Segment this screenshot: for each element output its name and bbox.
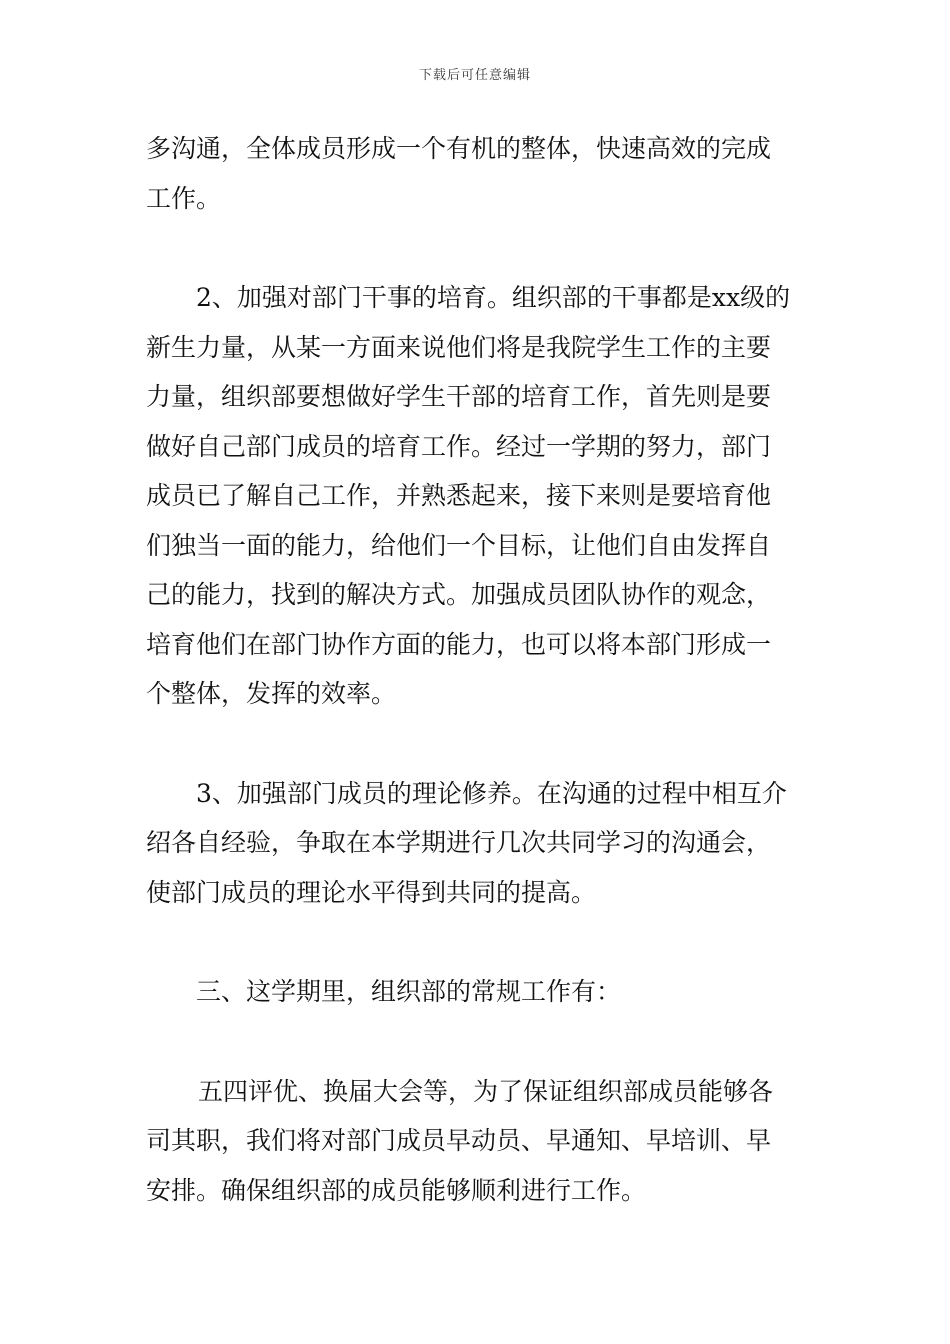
paragraph-5 — [146, 1067, 806, 1216]
text-line: 新生力量，从某一方面来说他们将是我院学生工作的主要 — [146, 332, 772, 362]
text-line: 培育他们在部门协作方面的能力，也可以将本部门形成一 — [146, 629, 772, 659]
text-line: 绍各自经验，争取在本学期进行几次共同学习的沟通会， — [146, 828, 772, 857]
text-line: 司其职，我们将对部门成员早动员、早通知、早培训、早 — [146, 1126, 772, 1155]
text-line: 力量，组织部要想做好学生干部的培育工作，首先则是要 — [146, 382, 772, 411]
paragraph-1 — [146, 124, 806, 223]
text-line: 个整体，发挥的效率。 — [146, 679, 397, 708]
text-line: 2、加强对部门干事的培育。组织部的干事都是xx级的 — [196, 283, 791, 312]
text-line: 成员已了解自己工作，并熟悉起来，接下来则是要培育他 — [146, 481, 772, 510]
section-heading — [146, 967, 806, 1017]
text-line: 使部门成员的理论水平得到共同的提高。 — [146, 877, 597, 907]
text-line: 工作。 — [146, 183, 222, 213]
text-line: 多沟通，全体成员形成一个有机的整体，快速高效的完成 — [146, 134, 772, 163]
text-line: 3、加强部门成员的理论修养。在沟通的过程中相互介 — [196, 778, 787, 808]
text-line: 们独当一面的能力，给他们一个目标，让他们自由发挥自 — [146, 530, 772, 560]
page-header: 下载后可任意编辑 — [418, 68, 531, 83]
paragraph-2 — [146, 273, 806, 719]
text-line: 五四评优、换届大会等，为了保证组织部成员能够各 — [198, 1076, 774, 1106]
text-line: 己的能力，找到的解决方式。加强成员团队协作的观念， — [146, 580, 772, 609]
paragraph-3 — [146, 769, 806, 918]
text-line: 三、这学期里，组织部的常规工作有： — [196, 977, 622, 1006]
text-line: 安排。确保组织部的成员能够顺利进行工作。 — [146, 1175, 647, 1205]
text-line: 做好自己部门成员的培育工作。经过一学期的努力，部门 — [146, 431, 772, 461]
document-body — [146, 124, 806, 1215]
